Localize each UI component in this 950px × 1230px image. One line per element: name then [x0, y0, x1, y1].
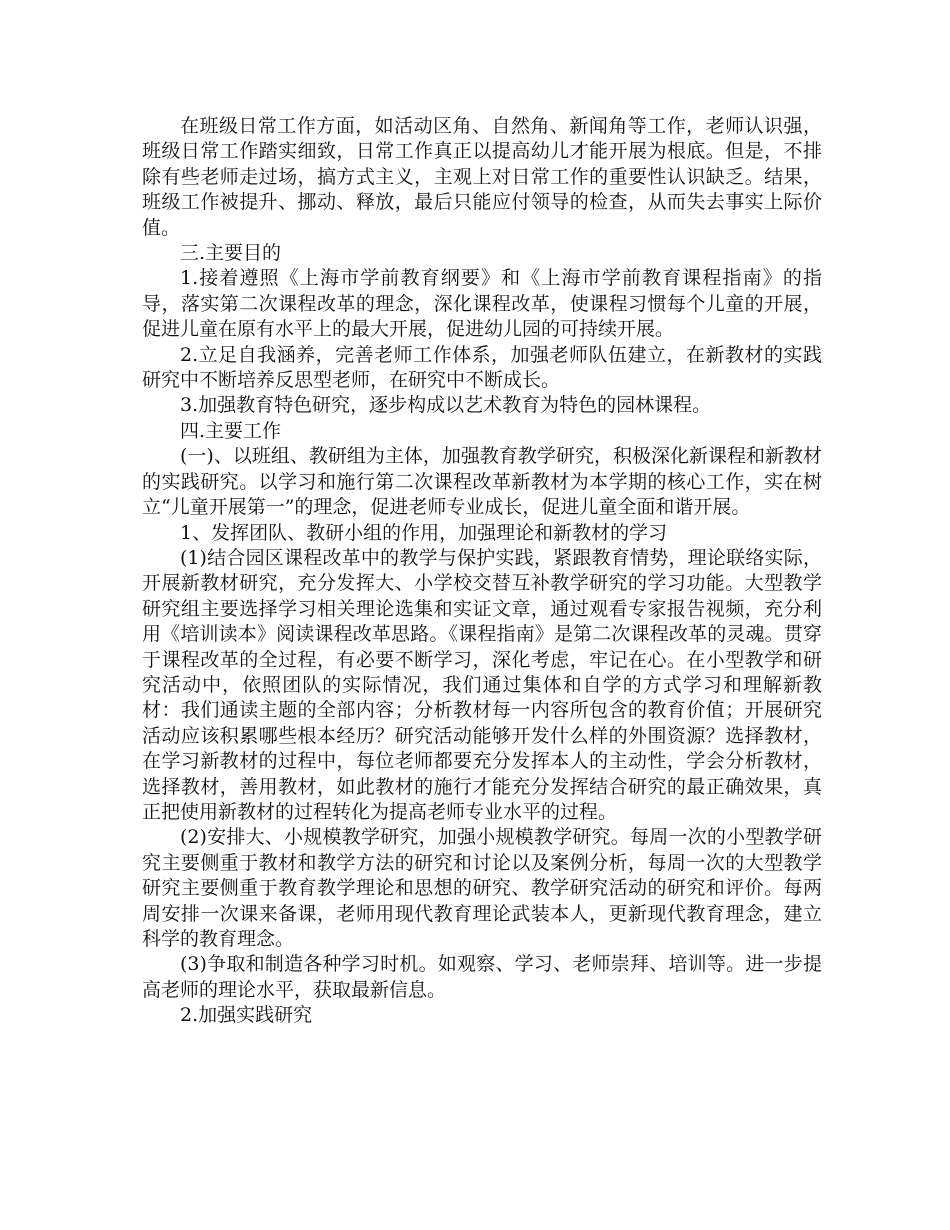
paragraph-goal-3: 3.加强教育特色研究，逐步构成以艺术教育为特色的园林课程。	[180, 394, 712, 417]
heading-main-goals: 三.主要目的	[180, 242, 282, 265]
paragraph-work-1-item-2: 2.加强实践研究	[180, 1004, 313, 1027]
paragraph-study-2: (2)安排大、小规模教学研究，加强小规模教学研究。每周一次的小型教学研究主要侧重于教材和教学方法的研究和讨论以及案例分析，每周一次的大型教学研究主要侧重于教育教学理论和思想的研究、教学研究活动的研究和评价。每两周安排一次课来备课，老师用现代教育理论武装本人，更新现代教育理念，建立科学的教育理念。	[142, 826, 822, 950]
paragraph-study-1: (1)结合园区课程改革中的教学与保护实践，紧跟教育情势，理论联络实际，开展新教材研究，充分发挥大、小学校交替互补教学研究的学习功能。大型教学研究组主要选择学习相关理论选集和实证文章，通过观看专家报告视频，充分利用《培训读本》阅读课程改革思路。《课程指南》是第二次课程改革的灵魂。贯穿于课程改革的全过程，有必要不断学习，深化考虑，牢记在心。在小型教学和研究活动中，依照团队的实际情况，我们通过集体和自学的方式学习和理解新教材：我们通读主题的全部内容；分析教材每一内容所包含的教育价值；开展研究活动应该积累哪些根本经历？研究活动能够开发什么样的外围资源？选择教材，在学习新教材的过程中，每位老师都要充分发挥本人的主动性，学会分析教材，选择教材，善用教材，如此教材的施行才能充分发挥结合研究的最正确效果，真正把使用新教材的过程转化为提高老师专业水平的过程。	[142, 546, 822, 823]
paragraph-study-3: (3)争取和制造各种学习时机。如观察、学习、老师崇拜、培训等。进一步提高老师的理论水平，获取最新信息。	[142, 953, 822, 1001]
document-body	[142, 114, 822, 1029]
paragraph-work-1-item-1: 1、发挥团队、教研小组的作用，加强理论和新教材的学习	[180, 521, 668, 544]
paragraph-daily-work: 在班级日常工作方面，如活动区角、自然角、新闻角等工作，老师认识强，班级日常工作踏实细致，日常工作真正以提高幼儿才能开展为根底。但是，不排除有些老师走过场，搞方式主义，主观上对日常工作的重要性认识缺乏。结果，班级工作被提升、挪动、释放，最后只能应付领导的检查，从而失去事实上际价值。	[142, 115, 822, 239]
paragraph-goal-2: 2.立足自我涵养，完善老师工作体系，加强老师队伍建立，在新教材的实践研究中不断培养反思型老师，在研究中不断成长。	[142, 343, 822, 392]
heading-main-work: 四.主要工作	[180, 419, 282, 442]
paragraph-work-1: (一)、以班组、教研组为主体，加强教育教学研究，积极深化新课程和新教材的实践研究。以学习和施行第二次课程改革新教材为本学期的核心工作，实在树立“儿童开展第一”的理念，促进老师专业成长，促进儿童全面和谐开展。	[142, 445, 822, 519]
paragraph-goal-1: 1.接着遵照《上海市学前教育纲要》和《上海市学前教育课程指南》的指导，落实第二次课程改革的理念，深化课程改革，使课程习惯每个儿童的开展，促进儿童在原有水平上的最大开展，促进幼儿园的可持续开展。	[142, 267, 822, 341]
